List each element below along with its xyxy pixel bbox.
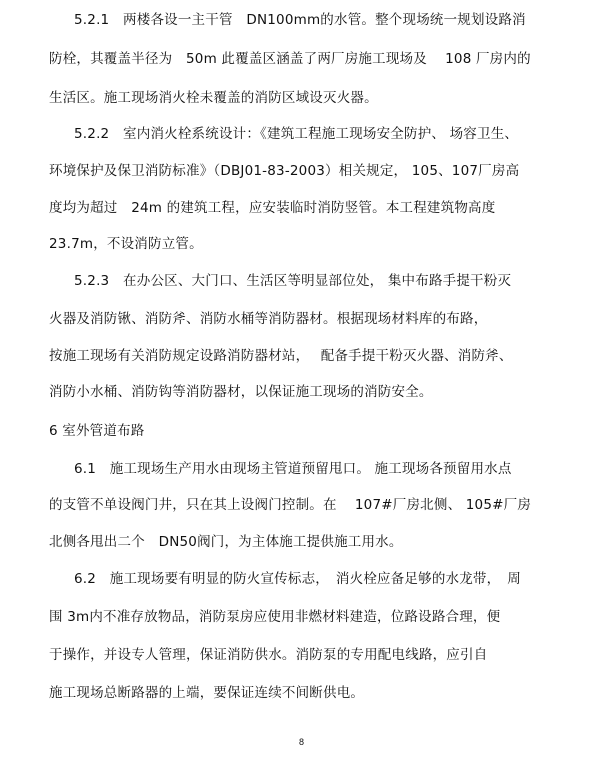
paragraph-line: 5.2.1 两楼各设一主干管 DN100mm的水管。整个现场统一规划设路消 xyxy=(74,12,526,28)
paragraph-line: 5.2.3 在办公区、大门口、生活区等明显部位处， 集中布路手提干粉灭 xyxy=(74,273,512,289)
paragraph-line: 6.2 施工现场要有明显的防火宣传标志， 消火栓应备足够的水龙带， 周 xyxy=(74,571,521,587)
paragraph-line: 消防小水桶、消防钩等消防器材，以保证施工现场的消防安全。 xyxy=(49,384,433,400)
paragraph-line: 北侧各甩出二个 DN50阀门，为主体施工提供施工用水。 xyxy=(49,534,403,550)
paragraph-line: 防栓，其覆盖半径为 50m 此覆盖区涵盖了两厂房施工现场及 108 厂房内的 xyxy=(49,51,531,67)
paragraph-line: 生活区。施工现场消火栓未覆盖的消防区域设灭火器。 xyxy=(49,90,378,106)
paragraph-line: 23.7m，不设消防立管。 xyxy=(49,236,203,252)
section-heading: 6 室外管道布路 xyxy=(49,423,145,439)
paragraph-line: 施工现场总断路器的上端，要保证连续不间断供电。 xyxy=(49,685,365,701)
page-number: 8 xyxy=(298,737,304,747)
paragraph-line: 火器及消防锹、消防斧、消防水桶等消防器材。根据现场材料库的布路， xyxy=(49,311,488,327)
paragraph-line: 围 3m内不准存放物品，消防泵房应使用非燃材料建造，位路设路合理，便 xyxy=(49,609,501,625)
paragraph-line: 6.1 施工现场生产用水由现场主管道预留甩口。 施工现场各预留用水点 xyxy=(74,461,512,477)
paragraph-line: 的支管不单设阀门井，只在其上设阀门控制。在 107#厂房北侧、 105#厂房 xyxy=(49,497,532,513)
paragraph-line: 按施工现场有关消防规定设路消防器材站， 配备手提干粉灭火器、消防斧、 xyxy=(49,348,513,364)
paragraph-line: 于操作，并设专人管理，保证消防供水。消防泵的专用配电线路，应引自 xyxy=(49,647,488,663)
paragraph-line: 5.2.2 室内消火栓系统设计：《建筑工程施工现场安全防护、 场容卫生、 xyxy=(74,126,519,142)
paragraph-line: 环境保护及保卫消防标准》（DBJ01-83-2003）相关规定， 105、107厂房高 xyxy=(49,163,520,179)
paragraph-line: 度均为超过 24m 的建筑工程，应安装临时消防竖管。本工程建筑物高度 xyxy=(49,200,496,216)
